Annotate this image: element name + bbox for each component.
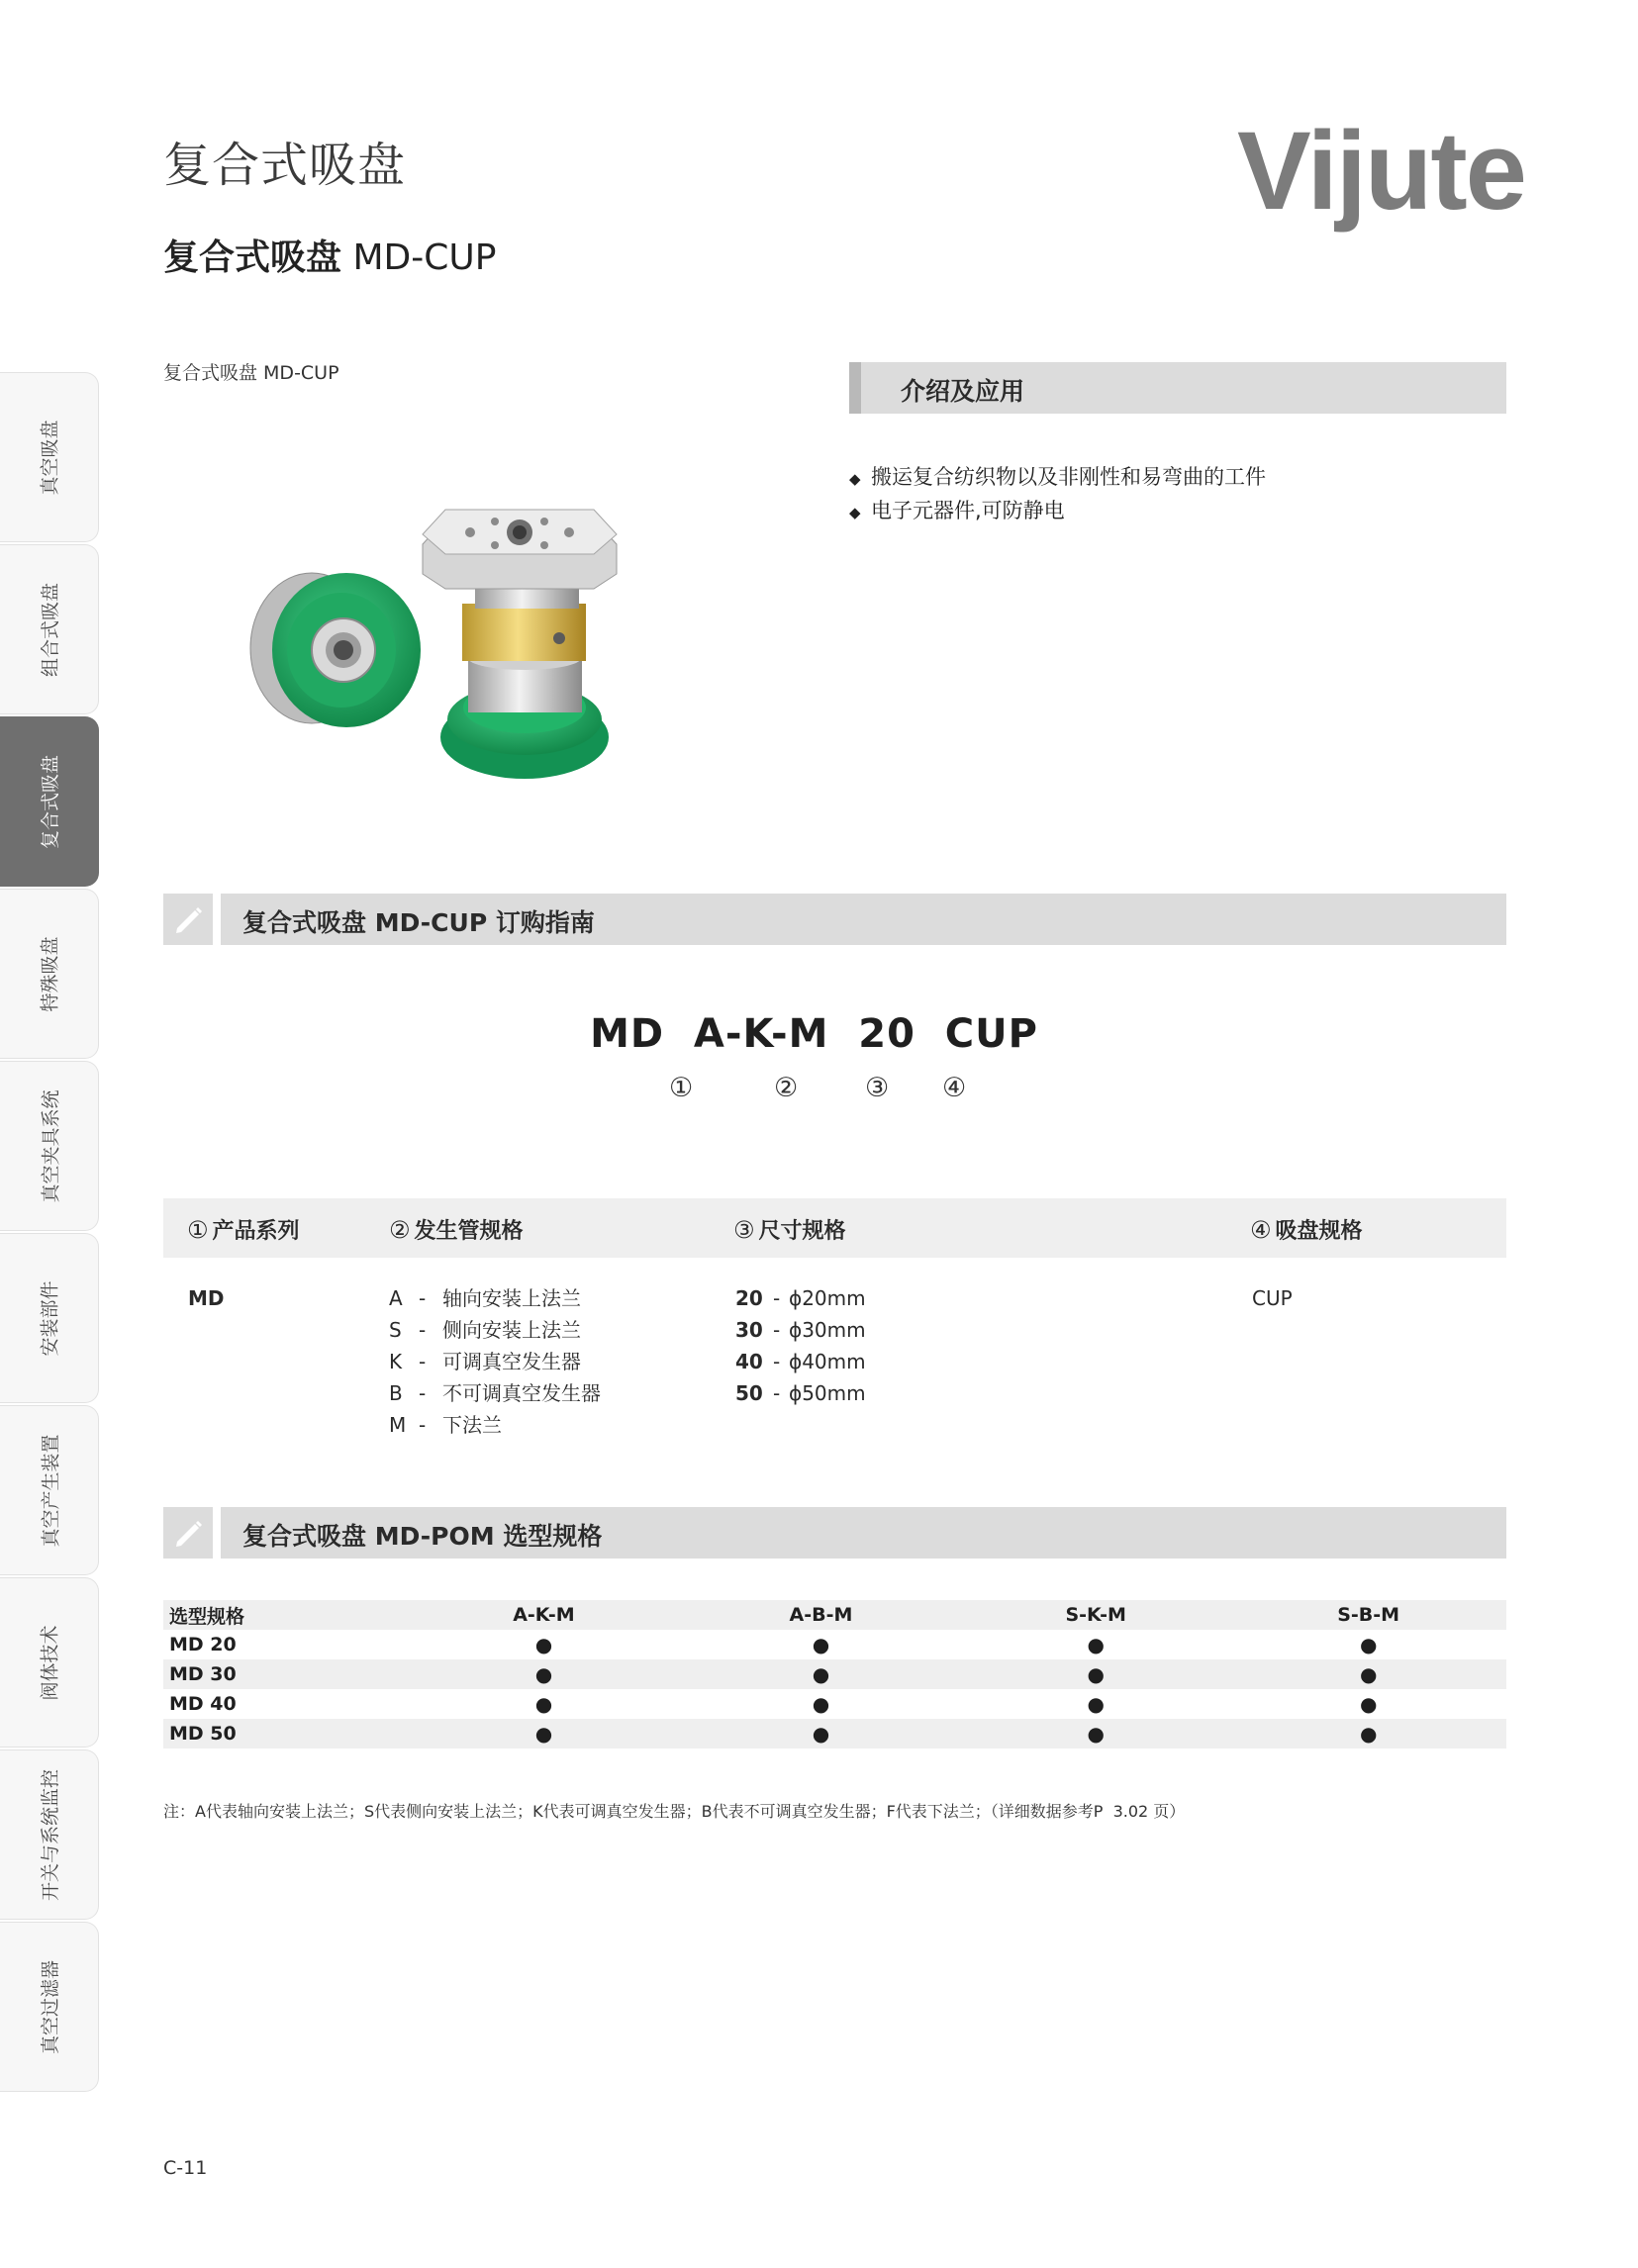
code-marker-2: ②	[774, 1073, 799, 1103]
series-item: MD	[188, 1286, 225, 1310]
intro-bullet-text: 电子元器件,可防静电	[871, 499, 1065, 522]
code-marker-1: ①	[669, 1073, 694, 1103]
row-label: MD 20	[169, 1634, 237, 1655]
row-label: MD 30	[169, 1663, 237, 1685]
order-code-text: MD A-K-M 20 CUP	[590, 1011, 1038, 1057]
size-item: 50 - ϕ50mm	[735, 1381, 866, 1405]
order-guide-bar	[221, 894, 1506, 945]
side-tab-label: 真空过滤器	[39, 1959, 61, 2054]
side-tab-label: 特殊吸盘	[39, 935, 61, 1012]
page-number: C-11	[163, 2157, 208, 2179]
selection-header	[163, 1507, 1506, 1559]
side-tab-label: 组合式吸盘	[39, 582, 61, 677]
row-label: MD 50	[169, 1723, 237, 1745]
intro-bullet	[849, 460, 1266, 494]
side-tab-vacuum-generator[interactable]	[0, 1405, 99, 1575]
intro-section-header	[849, 362, 1506, 414]
side-tab-label: 安装部件	[39, 1279, 61, 1357]
side-tab-switch-monitoring[interactable]	[0, 1749, 99, 1920]
cup-item: CUP	[1252, 1286, 1293, 1310]
col-header-generator: ② 发生管规格	[389, 1216, 524, 1244]
diamond-bullet-icon: ◆	[849, 504, 861, 521]
product-caption: 复合式吸盘 MD-CUP	[163, 362, 339, 384]
side-tab-composite-cup[interactable]	[0, 716, 99, 887]
size-item: 20 - ϕ20mm	[735, 1286, 866, 1310]
side-tab-label: 阀体技术	[39, 1624, 61, 1701]
availability-dot: ●	[1087, 1692, 1105, 1716]
side-tab-combined-cup[interactable]	[0, 544, 99, 714]
pencil-icon	[163, 1507, 213, 1559]
table-row	[163, 1659, 1506, 1689]
table-header-row	[163, 1600, 1506, 1630]
intro-title: 介绍及应用	[901, 377, 1025, 406]
availability-dot: ●	[812, 1633, 830, 1656]
brand-logo: Vijute	[1237, 109, 1525, 233]
availability-dot: ●	[1359, 1662, 1378, 1686]
pencil-icon	[163, 894, 213, 945]
size-item: 40 - ϕ40mm	[735, 1350, 866, 1373]
product-image	[233, 500, 628, 797]
availability-dot: ●	[534, 1633, 553, 1656]
upright-unit-graphic	[423, 510, 617, 779]
side-tab-vacuum-cup[interactable]	[0, 372, 99, 542]
intro-accent	[849, 362, 861, 414]
footnote: 注：A代表轴向安装上法兰；S代表侧向安装上法兰；K代表可调真空发生器；B代表不可调真空发生器；F代表下法兰；（详细数据参考P 3.02 页）	[163, 1802, 1186, 1821]
table-header-cell: S-K-M	[1065, 1604, 1126, 1626]
table-header-cell: A-K-M	[513, 1604, 575, 1626]
generator-item: M - 下法兰	[389, 1413, 502, 1437]
generator-item: A - 轴向安装上法兰	[389, 1286, 581, 1310]
availability-dot: ●	[534, 1692, 553, 1716]
availability-dot: ●	[812, 1722, 830, 1746]
code-marker-3: ③	[865, 1073, 890, 1103]
side-tab-valves[interactable]	[0, 1577, 99, 1748]
table-header-cell: S-B-M	[1337, 1604, 1400, 1626]
order-guide-title: 复合式吸盘 MD-CUP 订购指南	[242, 908, 595, 937]
selection-bar	[221, 1507, 1506, 1559]
side-tab-gripper-system[interactable]	[0, 1061, 99, 1231]
generator-item: S - 侧向安装上法兰	[389, 1318, 581, 1342]
table-header-cell: 选型规格	[169, 1605, 245, 1628]
intro-bullet	[849, 494, 1266, 527]
side-tab-mounting-parts[interactable]	[0, 1233, 99, 1403]
order-code-example	[0, 1011, 1638, 1057]
order-guide-header	[163, 894, 1506, 945]
availability-dot: ●	[534, 1722, 553, 1746]
table-header-cell: A-B-M	[789, 1604, 853, 1626]
availability-dot: ●	[812, 1692, 830, 1716]
col-header-size: ③ 尺寸规格	[733, 1216, 846, 1244]
selection-title: 复合式吸盘 MD-POM 选型规格	[242, 1522, 603, 1551]
subtitle-model: MD-CUP	[352, 237, 497, 278]
selection-table	[163, 1600, 1506, 1748]
availability-dot: ●	[1087, 1633, 1105, 1656]
side-unit-graphic	[250, 573, 421, 727]
side-tab-label: 真空产生装置	[40, 1433, 62, 1548]
subtitle-name: 复合式吸盘	[163, 237, 342, 278]
side-tab-label: 复合式吸盘	[39, 754, 61, 849]
table-row	[163, 1630, 1506, 1659]
availability-dot: ●	[1087, 1662, 1105, 1686]
intro-bullet-text: 搬运复合纺织物以及非刚性和易弯曲的工件	[871, 465, 1266, 489]
availability-dot: ●	[1359, 1692, 1378, 1716]
availability-dot: ●	[534, 1662, 553, 1686]
side-tab-label: 真空夹具系统	[40, 1088, 62, 1203]
size-item: 30 - ϕ30mm	[735, 1318, 866, 1342]
availability-dot: ●	[812, 1662, 830, 1686]
availability-dot: ●	[1359, 1722, 1378, 1746]
page-title: 复合式吸盘	[163, 138, 407, 193]
side-tab-label: 真空吸盘	[39, 419, 61, 496]
availability-dot: ●	[1359, 1633, 1378, 1656]
diamond-bullet-icon: ◆	[849, 470, 861, 488]
availability-dot: ●	[1087, 1722, 1105, 1746]
generator-item: B - 不可调真空发生器	[389, 1381, 601, 1405]
side-tab-vacuum-filter[interactable]	[0, 1922, 99, 2092]
table-row	[163, 1719, 1506, 1748]
order-table-header	[163, 1198, 1506, 1258]
row-label: MD 40	[169, 1693, 237, 1715]
col-header-series: ① 产品系列	[187, 1216, 300, 1244]
side-tab-label: 开关与系统监控	[40, 1768, 62, 1901]
intro-bullet-list	[849, 460, 1266, 527]
generator-item: K - 可调真空发生器	[389, 1350, 581, 1373]
code-marker-4: ④	[942, 1073, 967, 1103]
page-subtitle	[163, 230, 496, 280]
table-row	[163, 1689, 1506, 1719]
col-header-cup: ④ 吸盘规格	[1250, 1216, 1363, 1244]
